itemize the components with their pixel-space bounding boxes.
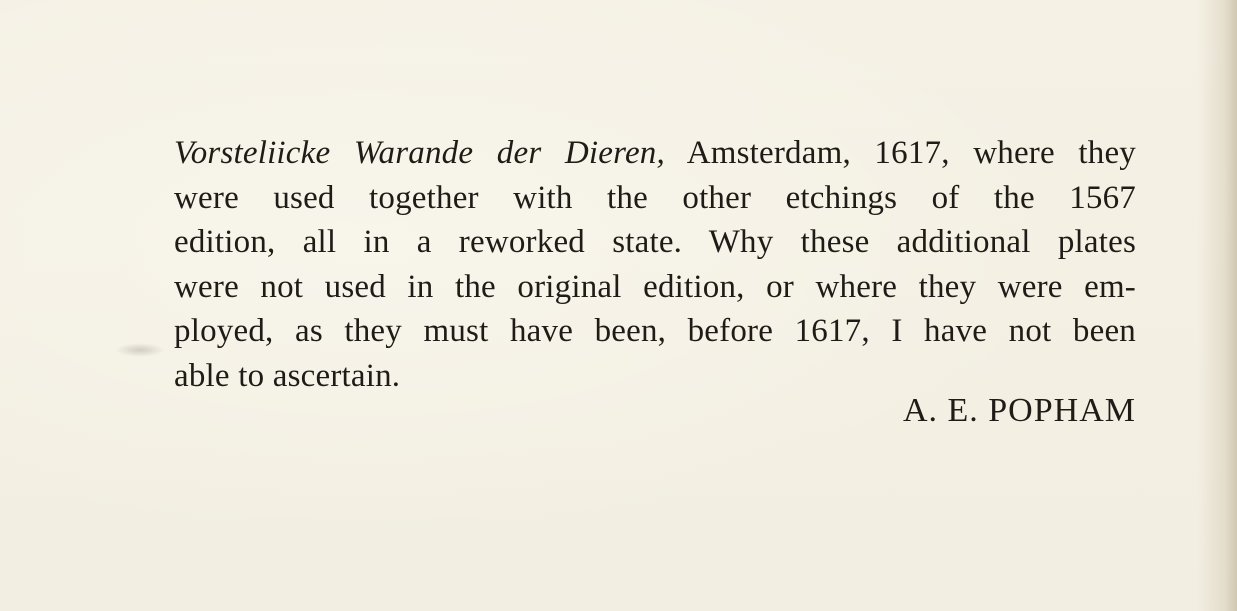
paragraph-line-1-rest: Amsterdam, 1617, where they	[686, 135, 1136, 171]
paragraph-line-4: were not used in the original edition, or where they were em-	[174, 268, 1136, 305]
paragraph-line-3: edition, all in a reworked state. Why these additional plates	[174, 224, 1136, 260]
paragraph-line-2: were used together with the other etchings of the 1567	[174, 179, 1136, 216]
paragraph-line-5: ployed, as they must have been, before 1617, I have not been	[174, 313, 1136, 349]
paragraph-line-1	[174, 131, 1136, 176]
paper-smudge	[115, 343, 165, 357]
paragraph-line-6: able to ascertain.	[174, 357, 401, 394]
book-title-italic: Vorsteliicke Warande der Dieren,	[174, 135, 665, 171]
body-paragraph	[174, 131, 1136, 398]
author-signature: A. E. POPHAM	[902, 392, 1136, 429]
page-gutter-shadow	[1197, 0, 1237, 611]
